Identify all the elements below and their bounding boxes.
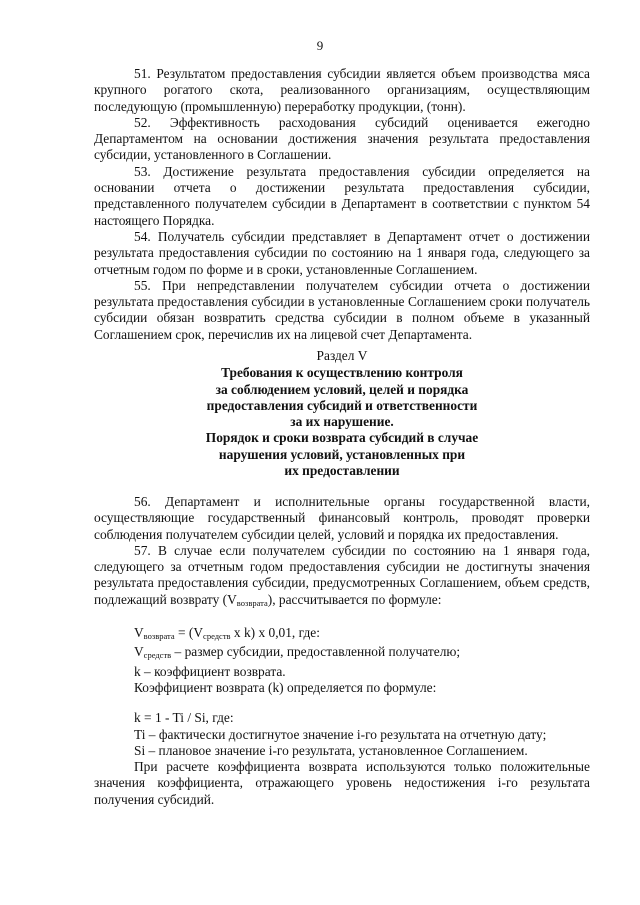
definition-k-intro: Коэффициент возврата (k) определяется по формуле: bbox=[134, 679, 437, 695]
section-title-line: Требования к осуществлению контроля bbox=[221, 365, 463, 381]
formula-v-subscript-right: средств bbox=[203, 631, 231, 642]
paragraphs-51-55 bbox=[94, 66, 590, 343]
section-title-line: за соблюдением условий, целей и порядка bbox=[215, 381, 469, 397]
definition-v-symbol: V bbox=[134, 644, 144, 660]
page-number: 9 bbox=[316, 38, 324, 53]
section-title-line: Порядок и сроки возврата субсидий в случае bbox=[205, 430, 479, 446]
paragraph-57 bbox=[94, 543, 590, 611]
paragraph-53: 53. Достижение результата предоставления субсидии определяется на основании отчета о достижении результата предоставления субсидии, представленного получателем субсидии в Департамент в соответствии с пунктом 54 настоящего Порядка. bbox=[94, 163, 590, 228]
paragraph-54: 54. Получатель субсидии представляет в Департамент отчет о достижении результата предоставления субсидии по состоянию на 1 января года, следующего за отчетным годом по форме и в сроки, установленные Соглашением. bbox=[94, 228, 590, 277]
definition-si: Si – плановое значение i-го результата, установленное Соглашением. bbox=[134, 742, 528, 758]
section-heading bbox=[94, 348, 590, 479]
section-title-line: нарушения условий, установленных при bbox=[218, 446, 466, 462]
formula-v-symbol: V bbox=[134, 625, 144, 641]
definition-v-funds bbox=[94, 644, 590, 663]
paragraph-56: 56. Департамент и исполнительные органы государственной власти, осуществляющие государственный финансовый контроль, проводят проверки соблюдения получателем субсидии целей, условий и порядка их предоставления. bbox=[94, 494, 590, 542]
final-paragraph: При расчете коэффициента возврата используются только положительные значения коэффициента, отражающего уровень недостижения i-го результата получения субсидий. bbox=[94, 759, 590, 807]
formula-v-return bbox=[94, 625, 590, 644]
definition-v-rest: – размер субсидии, предоставленной получателю; bbox=[171, 644, 461, 660]
paragraph-51: 51. Результатом предоставления субсидии является объем производства мяса крупного рогатого скота, реализованного организациям, осуществляющим последующую (промышленную) переработку продукции, (тонн). bbox=[94, 66, 590, 114]
paragraphs-56-end bbox=[94, 494, 590, 808]
paragraph-55: 55. При непредставлении получателем субсидии отчета о достижении результата предоставления субсидии в установленные Соглашением сроки получатель субсидии обязан возвратить средства субсидии в полном объеме в указанный Соглашением срок, перечислив их на лицевой счет Департамента. bbox=[94, 277, 590, 342]
formula-k: k = 1 - Ti / Si, где: bbox=[134, 710, 234, 726]
paragraph-57-subscript: возврата bbox=[236, 597, 268, 608]
section-label: Раздел V bbox=[316, 348, 368, 363]
formula-v-subscript-left: возврата bbox=[143, 631, 175, 642]
section-title-line: за их нарушение. bbox=[290, 414, 394, 430]
definition-v-subscript: средств bbox=[143, 650, 172, 661]
formula-mid: = (V bbox=[174, 625, 204, 641]
paragraph-57-text: 57. В случае если получателем субсидии по состоянию на 1 января года, следующего за отчетным годом предоставления субсидии не достигнуты значения результата предоставления субсидии, предусмотренных Соглашением, объем средств, подлежащий возврату (V bbox=[94, 542, 590, 607]
section-title-line: их предоставлении bbox=[284, 463, 400, 479]
definition-ti: Ti – фактически достигнутое значение i-го результата на отчетную дату; bbox=[134, 726, 547, 742]
paragraph-57-tail: ), рассчитывается по формуле: bbox=[267, 591, 442, 607]
paragraph-52: 52. Эффективность расходования субсидий оценивается ежегодно Департаментом на основании достижения значения результата предоставления субсидии, установленного в Соглашении. bbox=[94, 114, 590, 163]
definition-k: k – коэффициент возврата. bbox=[134, 663, 286, 679]
section-title-line: предоставления субсидий и ответственности bbox=[206, 397, 478, 413]
formula-rest: x k) x 0,01, где: bbox=[230, 625, 320, 641]
